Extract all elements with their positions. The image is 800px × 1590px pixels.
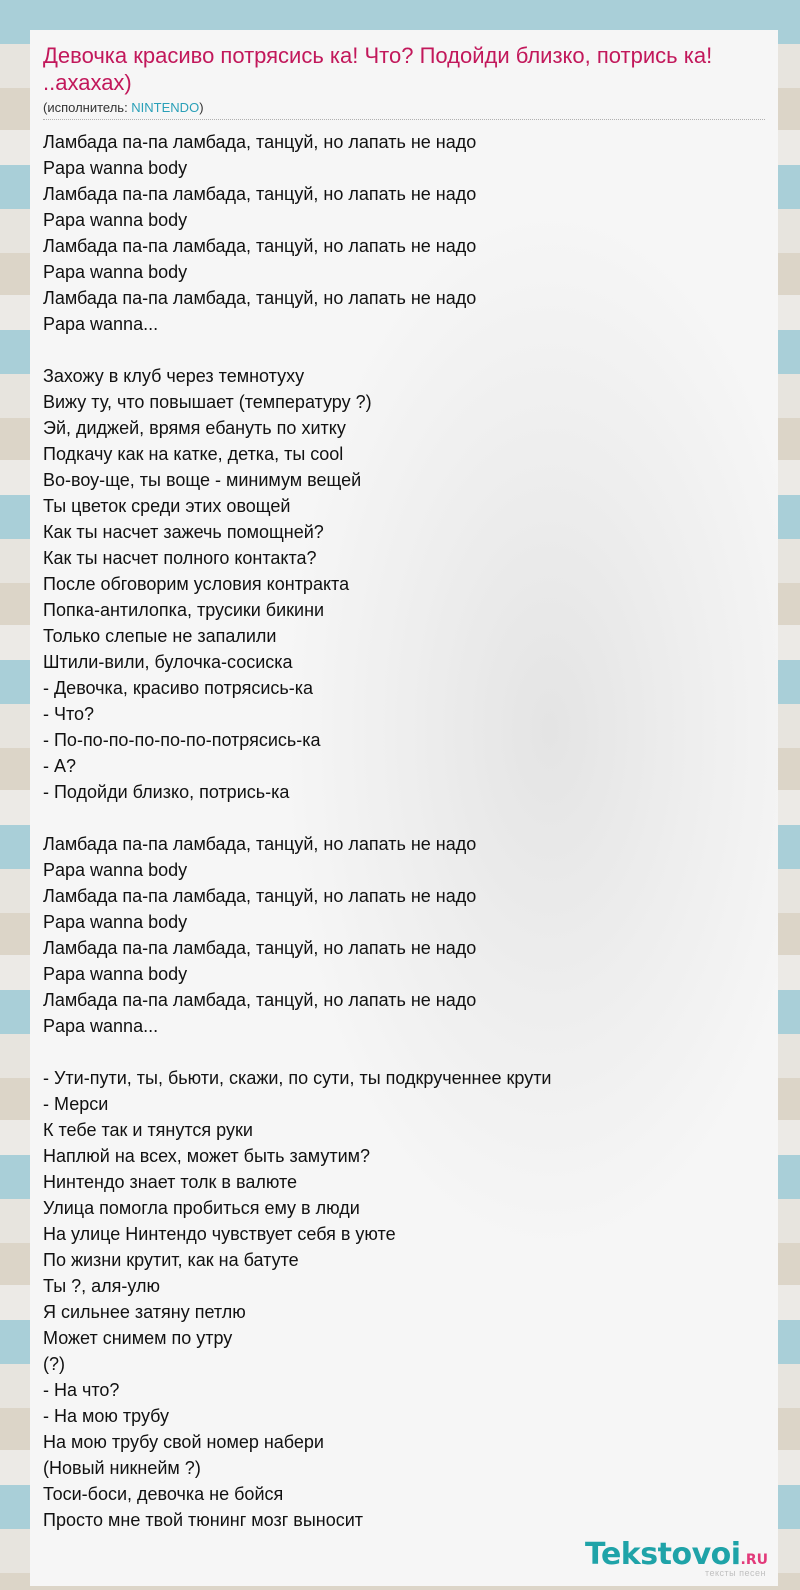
lyric-line: Штили-вили, булочка-сосиска bbox=[43, 652, 293, 672]
lyric-line: Papa wanna body bbox=[43, 158, 188, 178]
lyric-line: Вижу ту, что повышает (температуру ?) bbox=[43, 392, 372, 412]
lyric-line: Ты ?, аля-улю bbox=[43, 1276, 161, 1296]
lyric-line: - Ути-пути, ты, бьюти, скажи, по сути, ты подкрученнее крути bbox=[43, 1068, 552, 1088]
lyric-line: - По-по-по-по-по-по-потрясись-ка bbox=[43, 730, 321, 750]
logo-name: Tekstovoi bbox=[584, 1537, 741, 1572]
lyric-line: - А? bbox=[43, 756, 77, 776]
lyric-line: - Что? bbox=[43, 704, 95, 724]
lyrics-text bbox=[43, 129, 766, 1533]
lyric-line: Ламбада па-па ламбада, танцуй, но лапать не надо bbox=[43, 990, 477, 1010]
lyric-line: Ламбада па-па ламбада, танцуй, но лапать не надо bbox=[43, 288, 477, 308]
lyric-line: Papa wanna body bbox=[43, 262, 188, 282]
lyric-line: Ламбада па-па ламбада, танцуй, но лапать не надо bbox=[43, 938, 477, 958]
artist-prefix: (исполнитель: bbox=[43, 100, 132, 115]
lyric-line: - Мерси bbox=[43, 1094, 109, 1114]
lyric-line: По жизни крутит, как на батуте bbox=[43, 1250, 299, 1270]
lyric-line: Тоси-боси, девочка не бойся bbox=[43, 1484, 284, 1504]
lyric-line: Во-воу-ще, ты воще - минимум вещей bbox=[43, 470, 362, 490]
lyric-line: Эй, диджей, врямя ебануть по хитку bbox=[43, 418, 346, 438]
lyric-line: На улице Нинтендо чувствует себя в уюте bbox=[43, 1224, 396, 1244]
lyric-line: Papa wanna body bbox=[43, 912, 188, 932]
site-logo[interactable] bbox=[585, 1537, 768, 1578]
lyric-line: - Подойди близко, потрись-ка bbox=[43, 782, 290, 802]
lyric-line: Ламбада па-па ламбада, танцуй, но лапать не надо bbox=[43, 886, 477, 906]
lyric-line: Просто мне твой тюнинг мозг выносит bbox=[43, 1510, 364, 1530]
artist-link[interactable]: NINTENDO bbox=[131, 100, 200, 115]
lyric-line: Ламбада па-па ламбада, танцуй, но лапать не надо bbox=[43, 132, 477, 152]
lyric-line: (Новый никнейм ?) bbox=[43, 1458, 201, 1478]
lyric-line: - Девочка, красиво потрясись-ка bbox=[43, 678, 314, 698]
lyric-line bbox=[43, 337, 766, 363]
lyric-line: К тебе так и тянутся руки bbox=[43, 1120, 253, 1140]
lyric-line bbox=[43, 805, 766, 831]
artist-line bbox=[43, 100, 766, 116]
lyric-line: Захожу в клуб через темнотуху bbox=[43, 366, 305, 386]
lyric-line: Может снимем по утру bbox=[43, 1328, 233, 1348]
lyric-line: Как ты насчет полного контакта? bbox=[43, 548, 317, 568]
lyric-line: Papa wanna... bbox=[43, 314, 159, 334]
lyric-line: На мою трубу свой номер набери bbox=[43, 1432, 324, 1452]
lyric-line bbox=[43, 1039, 766, 1065]
lyric-line: Подкачу как на катке, детка, ты cool bbox=[43, 444, 344, 464]
lyric-line: Ламбада па-па ламбада, танцуй, но лапать не надо bbox=[43, 184, 477, 204]
lyric-line: Papa wanna body bbox=[43, 964, 188, 984]
logo-tld: .RU bbox=[740, 1552, 768, 1568]
lyric-line: Только слепые не запалили bbox=[43, 626, 277, 646]
lyric-line: Ты цветок среди этих овощей bbox=[43, 496, 291, 516]
lyric-line: Улица помогла пробиться ему в люди bbox=[43, 1198, 360, 1218]
lyric-line: После обговорим условия контракта bbox=[43, 574, 350, 594]
lyric-line: - На что? bbox=[43, 1380, 120, 1400]
lyric-line: Нинтендо знает толк в валюте bbox=[43, 1172, 297, 1192]
lyric-line: Как ты насчет зажечь помощней? bbox=[43, 522, 324, 542]
lyric-line: Papa wanna... bbox=[43, 1016, 159, 1036]
lyrics-card bbox=[30, 30, 778, 1586]
lyric-line: - На мою трубу bbox=[43, 1406, 170, 1426]
title-divider bbox=[43, 119, 765, 120]
lyric-line: Papa wanna body bbox=[43, 860, 188, 880]
lyric-line: Наплюй на всех, может быть замутим? bbox=[43, 1146, 371, 1166]
lyric-line: (?) bbox=[43, 1354, 65, 1374]
lyric-line: Попка-антилопка, трусики бикини bbox=[43, 600, 325, 620]
lyric-line: Papa wanna body bbox=[43, 210, 188, 230]
lyric-line: Ламбада па-па ламбада, танцуй, но лапать не надо bbox=[43, 236, 477, 256]
lyric-line: Ламбада па-па ламбада, танцуй, но лапать не надо bbox=[43, 834, 477, 854]
lyric-line: Я сильнее затяну петлю bbox=[43, 1302, 246, 1322]
song-title: Девочка красиво потрясись ка! Что? Подойди близко, потрись ка! ..ахахах) bbox=[43, 43, 713, 95]
artist-suffix: ) bbox=[199, 100, 204, 115]
logo-tagline: тексты песен bbox=[704, 1568, 766, 1578]
